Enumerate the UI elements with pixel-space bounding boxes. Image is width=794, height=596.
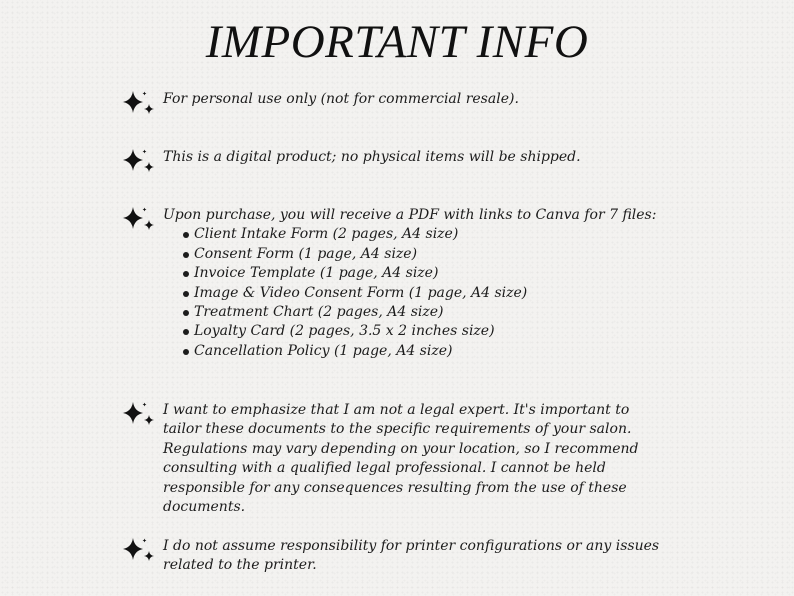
bullet-icon: [183, 349, 189, 355]
list-item: [183, 284, 663, 303]
file-list: [183, 225, 663, 361]
bullet-icon: [183, 310, 189, 316]
sparkle-icon: [122, 537, 156, 563]
list-item: [183, 342, 663, 361]
list-item: [183, 264, 663, 283]
bullet-icon: [183, 271, 189, 277]
bullet-icon: [183, 252, 189, 258]
file-name: Treatment Chart (2 pages, A4 size): [194, 304, 444, 321]
file-name: Loyalty Card (2 pages, 3.5 x 2 inches size): [194, 323, 495, 340]
bullet-icon: [183, 232, 189, 238]
bullet-icon: [183, 291, 189, 297]
list-item: [183, 303, 663, 322]
list-item: [183, 245, 663, 264]
bullet-icon: [183, 329, 189, 335]
sparkle-icon: [122, 206, 156, 232]
list-item: [183, 322, 663, 341]
sparkle-icon: [122, 148, 156, 174]
info-item-text: For personal use only (not for commercial resale).: [163, 91, 519, 107]
file-name: Invoice Template (1 page, A4 size): [194, 265, 439, 282]
info-item-text: I want to emphasize that I am not a legal expert. It's important to tailor these documents to the specific requirements of your salon. Regulations may vary depending on your location, so I recommend consulting with a qualified legal professional. I cannot be held responsible for any consequences resulting from the use of these documents.: [163, 402, 639, 516]
list-item: [183, 225, 663, 244]
info-item-text: This is a digital product; no physical items will be shipped.: [163, 149, 581, 165]
file-name: Image & Video Consent Form (1 page, A4 size): [194, 284, 528, 301]
file-name: Client Intake Form (2 pages, A4 size): [194, 226, 459, 243]
file-name: Consent Form (1 page, A4 size): [194, 245, 418, 262]
page-title: IMPORTANT INFO: [205, 16, 589, 68]
info-item-text: I do not assume responsibility for printer configurations or any issues related to the printer.: [163, 538, 660, 574]
sparkle-icon: [122, 90, 156, 116]
file-name: Cancellation Policy (1 page, A4 size): [194, 342, 453, 359]
sparkle-icon: [122, 401, 156, 427]
info-item-text: Upon purchase, you will receive a PDF with links to Canva for 7 files:: [163, 207, 657, 223]
